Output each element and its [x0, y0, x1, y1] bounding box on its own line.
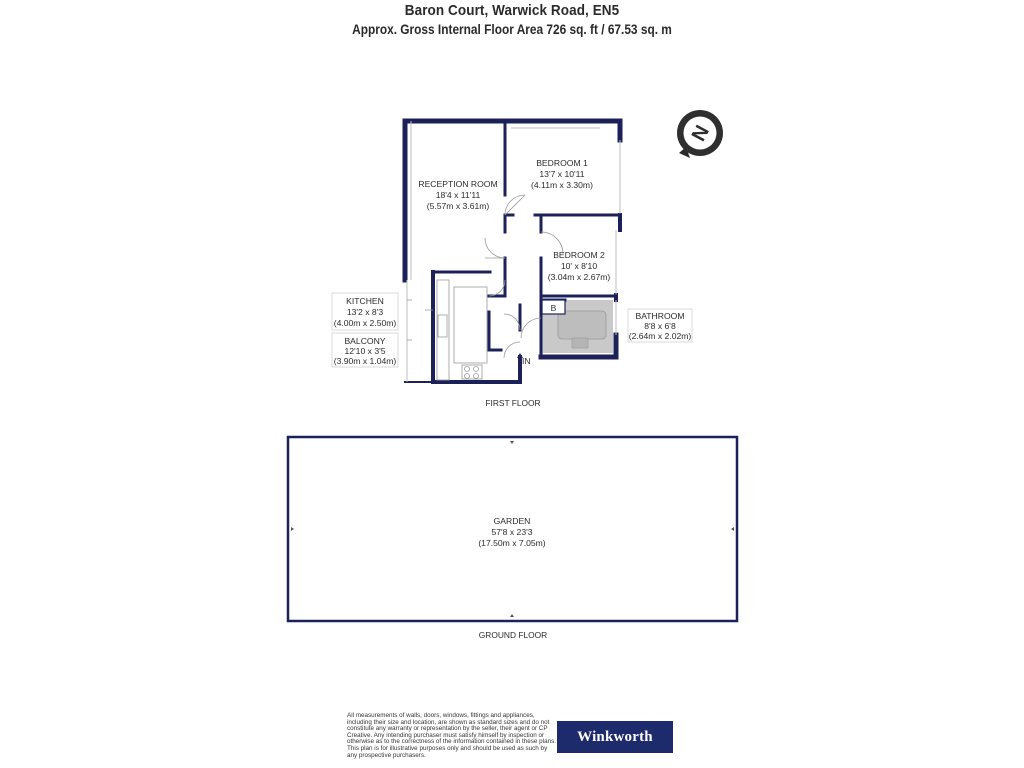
room-size-imperial: 10' x 8'10: [560, 261, 598, 271]
ground-floor-label: GROUND FLOOR: [478, 630, 548, 640]
compass: [677, 110, 723, 158]
room-balcony: [332, 333, 398, 367]
room-size-imperial: 12'10 x 3'5: [344, 346, 386, 356]
sink-shape: [572, 338, 588, 348]
room-name: BATHROOM: [635, 311, 685, 321]
room-bathroom: [628, 309, 692, 342]
room-kitchen: [332, 293, 398, 330]
page-title: Baron Court, Warwick Road, EN5: [404, 2, 620, 19]
brand-logo: Winkworth: [557, 721, 673, 753]
room-name: BALCONY: [344, 336, 386, 346]
room-reception: [418, 179, 497, 211]
room-name: RECEPTION ROOM: [418, 179, 498, 189]
room-bedroom-1: [531, 158, 593, 190]
room-size-imperial: 13'7 x 10'11: [539, 169, 585, 179]
kitchen-fittings: [437, 280, 487, 380]
room-garden: [478, 516, 545, 548]
room-size-imperial: 13'2 x 8'3: [346, 307, 384, 317]
room-size-imperial: 8'8 x 6'8: [644, 321, 676, 331]
room-bedroom-2: [548, 250, 611, 282]
room-size-metric: (5.57m x 3.61m): [426, 201, 490, 211]
first-floor-label: FIRST FLOOR: [485, 398, 541, 408]
first-floor-plan: [332, 121, 692, 408]
page-subtitle: Approx. Gross Internal Floor Area 726 sq. ft / 67.53 sq. m: [352, 22, 672, 37]
balcony-railing: [407, 300, 433, 340]
entrance-label: IN: [522, 356, 531, 366]
room-name: KITCHEN: [346, 296, 384, 306]
compass-north-letter: N: [687, 121, 714, 146]
room-size-imperial: 57'8 x 23'3: [491, 527, 533, 537]
room-name: BEDROOM 1: [536, 158, 588, 168]
bathtub-shape: [558, 311, 606, 339]
room-size-metric: (17.50m x 7.05m): [478, 538, 546, 548]
room-size-metric: (4.11m x 3.30m): [531, 180, 593, 190]
disclaimer-text: All measurements of walls, doors, windows, fittings and appliances, including their size and location, are shown as standard sizes and do not constitute any warranty or representation by the seller, their agent or CP Creative. Any intending purchaser must satisfy himself by inspection or otherwise as to the correctness of the information contained in these plans. This plan is for illustrative purposes only and should be used as such by any prospective purchasers.: [347, 712, 556, 759]
boiler-label: B: [550, 303, 557, 313]
room-size-metric: (4.00m x 2.50m): [333, 318, 397, 328]
room-name: GARDEN: [493, 516, 531, 526]
room-size-metric: (3.04m x 2.67m): [547, 272, 611, 282]
ground-floor-plan: [288, 437, 737, 640]
room-size-metric: (3.90m x 1.04m): [333, 356, 397, 366]
room-name: BEDROOM 2: [553, 250, 605, 260]
room-size-imperial: 18'4 x 11'11: [435, 190, 481, 200]
room-size-metric: (2.64m x 2.02m): [628, 331, 692, 341]
